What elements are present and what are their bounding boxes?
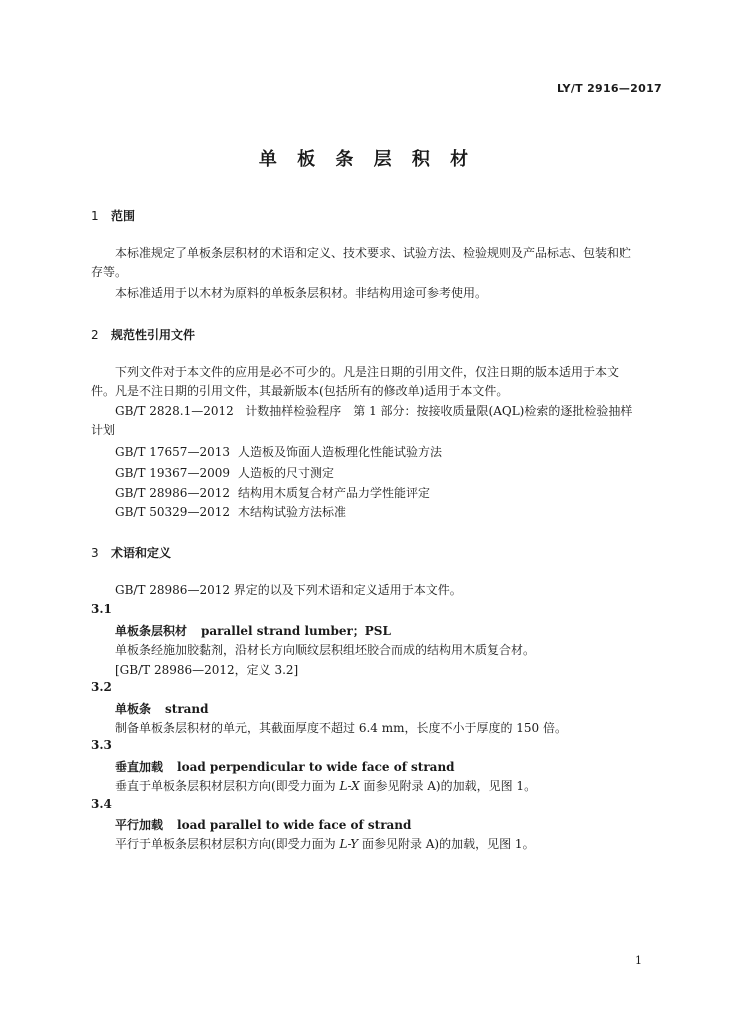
section-title: 范围	[111, 209, 136, 223]
definition-text: 垂直于单板条层积材层积方向(即受力面为	[115, 779, 340, 793]
ref-code: GB/T 2828.1—2012	[115, 404, 234, 418]
term-zh: 平行加载	[115, 818, 164, 832]
ref-item	[115, 484, 430, 501]
standard-code: LY/T 2916—2017	[556, 82, 662, 95]
refs-intro-line-1: 下列文件对于本文件的应用是必不可少的。凡是注日期的引用文件，仅注日期的版本适用于本文	[115, 365, 620, 379]
ref-title: 人造板的尺寸测定	[238, 466, 335, 480]
ref-item	[115, 443, 442, 460]
scope-paragraph-line-2: 存等。	[91, 265, 128, 279]
ref-item	[115, 503, 346, 520]
section-number: 2	[91, 328, 99, 342]
term-en: parallel strand lumber；PSL	[201, 624, 391, 638]
term-zh: 单板条	[115, 702, 152, 716]
ref-item	[115, 464, 334, 481]
section-title: 术语和定义	[111, 546, 172, 560]
term-en: strand	[165, 702, 209, 716]
ref-item	[115, 402, 632, 421]
ref-title: 木结构试验方法标准	[238, 505, 347, 519]
scope-paragraph-2: 本标准适用于以木材为原料的单板条层积材。非结构用途可参考使用。	[115, 286, 488, 300]
definition-text: 面参见附录 A)的加载，见图 1。	[358, 837, 535, 851]
term-definition	[115, 777, 536, 794]
term-definition: 单板条经施加胶黏剂，沿材长方向顺纹层积组坯胶合而成的结构用木质复合材。	[115, 643, 536, 657]
ref-title-continuation: 计划	[91, 423, 116, 437]
section-2-heading	[91, 326, 195, 343]
term-en: load parallel to wide face of strand	[177, 818, 412, 832]
face-variable: L-X	[339, 779, 360, 793]
clause-number: 3.2	[91, 680, 112, 694]
section-1-heading	[91, 207, 135, 224]
section-number: 1	[91, 209, 99, 223]
document-title: 单 板 条 层 积 材	[258, 149, 476, 170]
term-en: load perpendicular to wide face of strand	[177, 760, 455, 774]
term-heading	[115, 700, 209, 717]
section-title: 规范性引用文件	[111, 328, 196, 342]
ref-code: GB/T 28986—2012	[115, 486, 230, 500]
term-zh: 垂直加载	[115, 760, 164, 774]
ref-title: 计数抽样检验程序 第 1 部分：按接收质量限(AQL)检索的逐批检验抽样	[245, 404, 633, 418]
ref-title: 结构用木质复合材产品力学性能评定	[238, 486, 431, 500]
clause-number: 3.3	[91, 738, 112, 752]
term-source: [GB/T 28986—2012，定义 3.2]	[115, 663, 299, 677]
term-heading	[115, 622, 391, 639]
scope-paragraph-line-1: 本标准规定了单板条层积材的术语和定义、技术要求、试验方法、检验规则及产品标志、包装和贮	[115, 246, 632, 260]
clause-number: 3.4	[91, 797, 112, 811]
page-number: 1	[635, 954, 642, 967]
definition-text: 面参见附录 A)的加载，见图 1。	[359, 779, 537, 793]
clause-number: 3.1	[91, 602, 112, 616]
ref-code: GB/T 50329—2012	[115, 505, 230, 519]
refs-intro-line-2: 件。凡是不注日期的引用文件，其最新版本(包括所有的修改单)适用于本文件。	[91, 384, 509, 398]
ref-title: 人造板及饰面人造板理化性能试验方法	[238, 445, 443, 459]
face-variable: L-Y	[339, 837, 359, 851]
ref-code: GB/T 17657—2013	[115, 445, 230, 459]
term-definition: 制备单板条层积材的单元，其截面厚度不超过 6.4 mm，长度不小于厚度的 150 倍。	[115, 721, 568, 735]
ref-code: GB/T 19367—2009	[115, 466, 230, 480]
definition-text: 平行于单板条层积材层积方向(即受力面为	[115, 837, 340, 851]
term-zh: 单板条层积材	[115, 624, 188, 638]
term-definition	[115, 835, 535, 852]
term-heading	[115, 816, 411, 833]
term-heading	[115, 758, 455, 775]
section-number: 3	[91, 546, 99, 560]
terms-intro: GB/T 28986—2012 界定的以及下列术语和定义适用于本文件。	[115, 583, 462, 597]
section-3-heading	[91, 544, 171, 561]
